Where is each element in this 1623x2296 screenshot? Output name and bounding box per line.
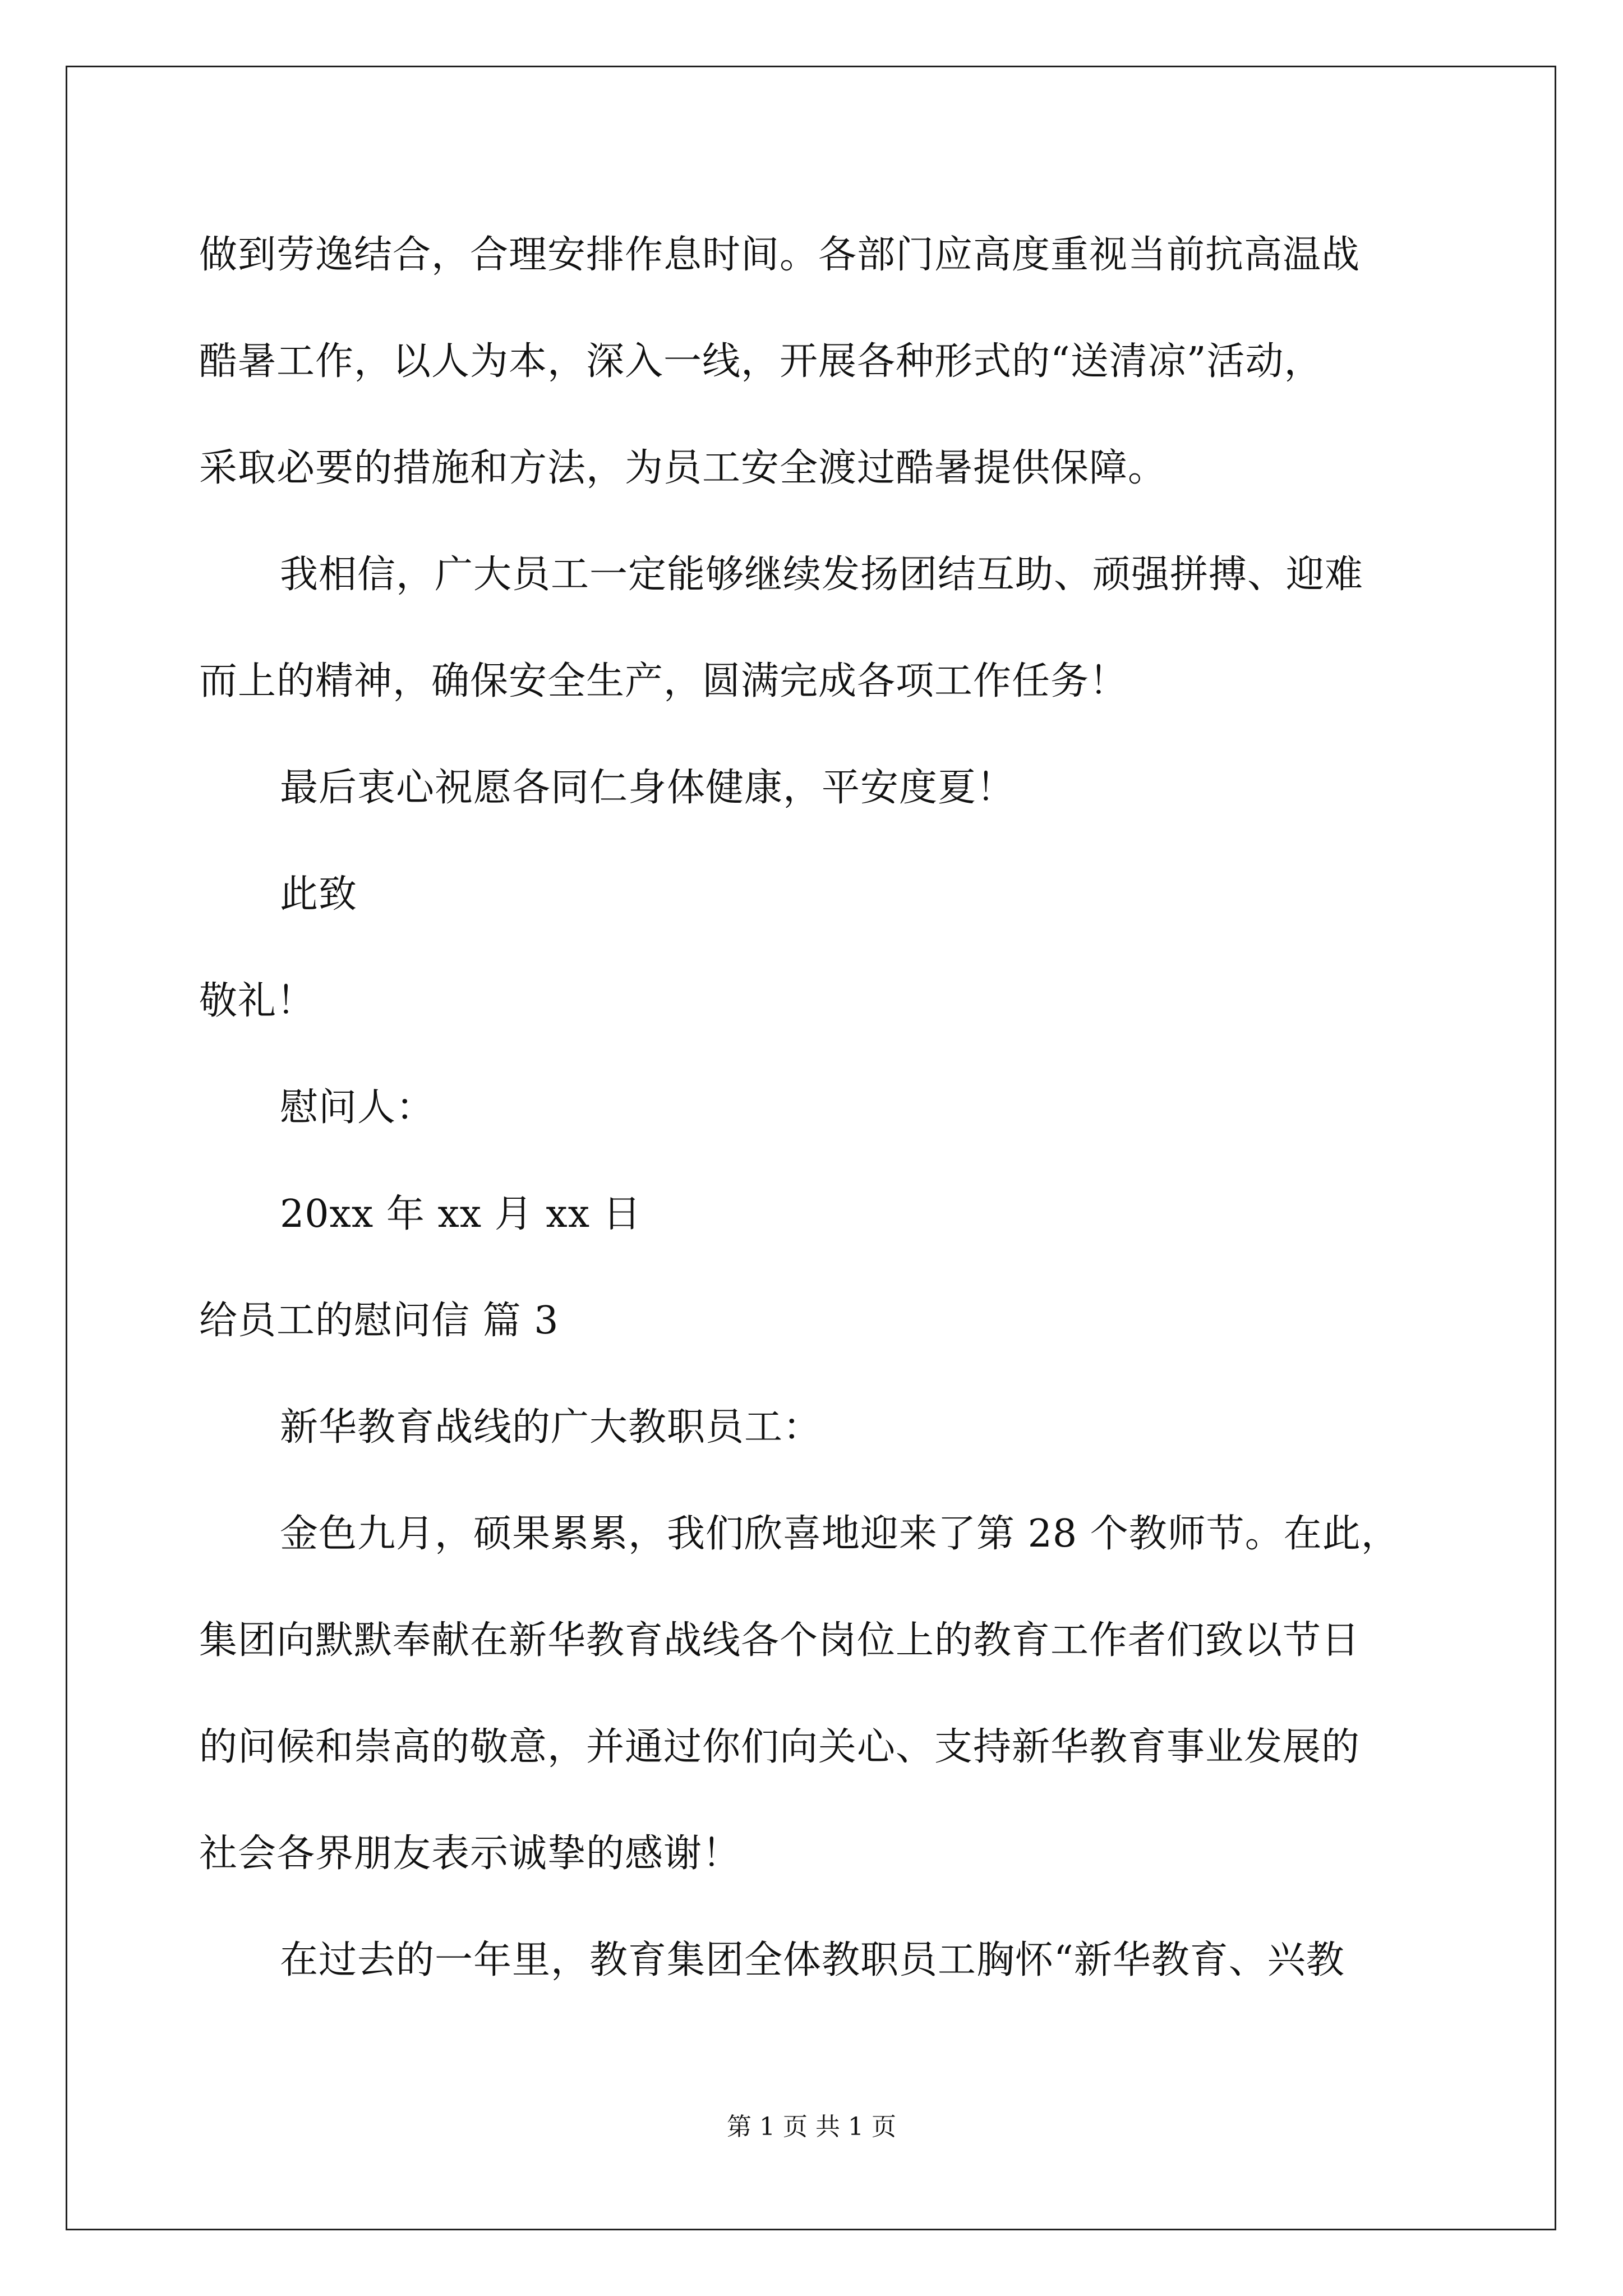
document-body — [199, 202, 1433, 2014]
section-heading: 给员工的慰问信 篇 3 — [199, 1299, 559, 1343]
paragraph-line: 集团向默默奉献在新华教育战线各个岗位上的教育工作者们致以节日 — [199, 1618, 1361, 1663]
paragraph-line: 最后衷心祝愿各同仁身体健康，平安度夏！ — [280, 766, 1016, 810]
signatory-label: 慰问人： — [280, 1085, 435, 1130]
paragraph-line: 采取必要的措施和方法，为员工安全渡过酷暑提供保障。 — [199, 446, 1167, 490]
paragraph-line: 做到劳逸结合，合理安排作息时间。各部门应高度重视当前抗高温战 — [199, 233, 1361, 277]
page-number-footer: 第 1 页 共 1 页 — [727, 2113, 896, 2141]
closing-regards: 敬礼！ — [199, 979, 316, 1023]
paragraph-line: 金色九月，硕果累累，我们欣喜地迎来了第 28 个教师节。在此， — [280, 1512, 1400, 1556]
letter-greeting: 新华教育战线的广大教职员工： — [280, 1405, 822, 1450]
paragraph-line: 的问候和崇高的敬意，并通过你们向关心、支持新华教育事业发展的 — [199, 1725, 1361, 1769]
paragraph-line: 而上的精神，确保安全生产，圆满完成各项工作任务！ — [199, 659, 1128, 703]
letter-date: 20xx 年 xx 月 xx 日 — [280, 1192, 642, 1236]
paragraph-line: 社会各界朋友表示诚挚的感谢！ — [199, 1832, 741, 1876]
closing-salutation: 此致 — [280, 872, 358, 917]
paragraph-line: 我相信，广大员工一定能够继续发扬团结互助、顽强拼搏、迎难 — [280, 553, 1364, 597]
paragraph-line: 在过去的一年里，教育集团全体教职员工胸怀“新华教育、兴教 — [280, 1938, 1345, 1982]
paragraph-line: 酷暑工作，以人为本，深入一线，开展各种形式的“送清凉”活动， — [199, 339, 1323, 384]
